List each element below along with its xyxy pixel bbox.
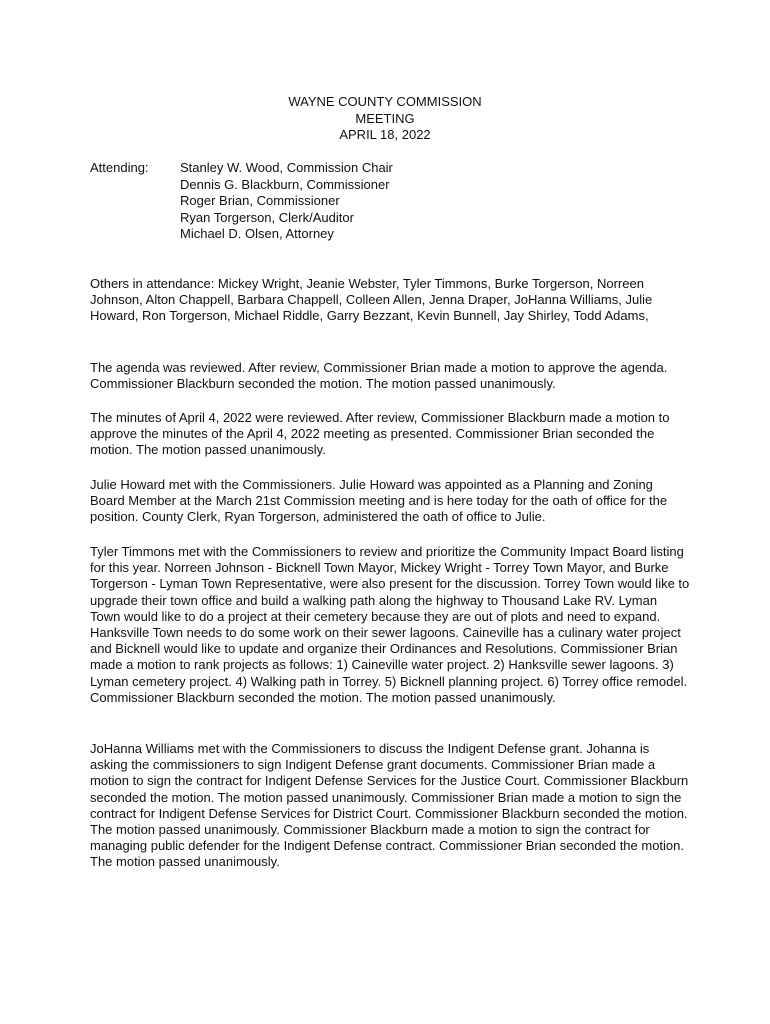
indigent-defense-paragraph: JoHanna Williams met with the Commissioners to discuss the Indigent Defense grant. Johanna is asking the commissioners to sign Indigent Defense grant documents. Commissioner Brian made a motion to sign the contract for Indigent Defense Services for the Justice Court. Commissioner Blackburn seconded the motion. The motion passed unanimously. Commissioner Brian made a motion to sign the contract for Indigent Defense Services for District Court. Commissioner Blackburn seconded the motion. The motion passed unanimously. Commissioner Blackburn made a motion to sign the contract for managing public defender for the Indigent Defense contract. Commissioner Brian seconded the motion. The motion passed unanimously. [90, 741, 689, 870]
minutes-paragraph: The minutes of April 4, 2022 were reviewed. After review, Commissioner Blackburn made a motion to approve the minutes of the April 4, 2022 meeting as presented. Commissioner Brian seconded the motion. The motion passed unanimously. [90, 410, 670, 458]
attendee-item: Michael D. Olsen, Attorney [180, 226, 334, 241]
header-title: WAYNE COUNTY COMMISSION [288, 94, 482, 109]
attendee-item: Stanley W. Wood, Commission Chair [180, 160, 393, 175]
attendee-item: Ryan Torgerson, Clerk/Auditor [180, 209, 354, 225]
attendee-item: Roger Brian, Commissioner [180, 193, 340, 208]
others-in-attendance-paragraph: Others in attendance: Mickey Wright, Jeanie Webster, Tyler Timmons, Burke Torgerson, Norreen Johnson, Alton Chappell, Barbara Chappell, Colleen Allen, Jenna Draper, JoHanna Williams, Julie Howard, Ron Torgerson, Michael Riddle, Garry Bezzant, Kevin Bunnell, Jay Shirley, Todd Adams, [90, 276, 653, 324]
header-date: APRIL 18, 2022 [339, 127, 431, 142]
attendee-item: Dennis G. Blackburn, Commissioner [180, 176, 390, 192]
attendee-list [180, 160, 580, 243]
community-impact-board-paragraph: Tyler Timmons met with the Commissioners to review and prioritize the Community Impact Board listing for this year. Norreen Johnson - Bicknell Town Mayor, Mickey Wright - Torrey Town Mayor, and Burke Torgerson - Lyman Town Representative, were also present for the discussion. Torrey Town would like to upgrade their town office and build a walking path along the highway to Thousand Lake RV. Lyman Town would like to do a project at their cemetery because they are out of plots and need to expand. Hanksville Town needs to do some work on their sewer lagoons. Caineville has a culinary water project and Bicknell would like to update and organize their Ordinances and Resolutions. Commissioner Brian made a motion to rank projects as follows: 1) Caineville water project. 2) Hanksville sewer lagoons. 3) Lyman cemetery project. 4) Walking path in Torrey. 5) Bicknell planning project. 6) Torrey office remodel. Commissioner Blackburn seconded the motion. The motion passed unanimously. [90, 544, 690, 705]
header-subtitle: MEETING [355, 110, 415, 126]
attending-label: Attending: [90, 160, 149, 175]
julie-howard-paragraph: Julie Howard met with the Commissioners. Julie Howard was appointed as a Planning and Zoning Board Member at the March 21st Commission meeting and is here today for the oath of office for the position. County Clerk, Ryan Torgerson, administered the oath of office to Julie. [90, 477, 668, 525]
agenda-paragraph: The agenda was reviewed. After review, Commissioner Brian made a motion to approve the agenda. Commissioner Blackburn seconded the motion. The motion passed unanimously. [90, 360, 668, 392]
document-header [0, 94, 770, 144]
